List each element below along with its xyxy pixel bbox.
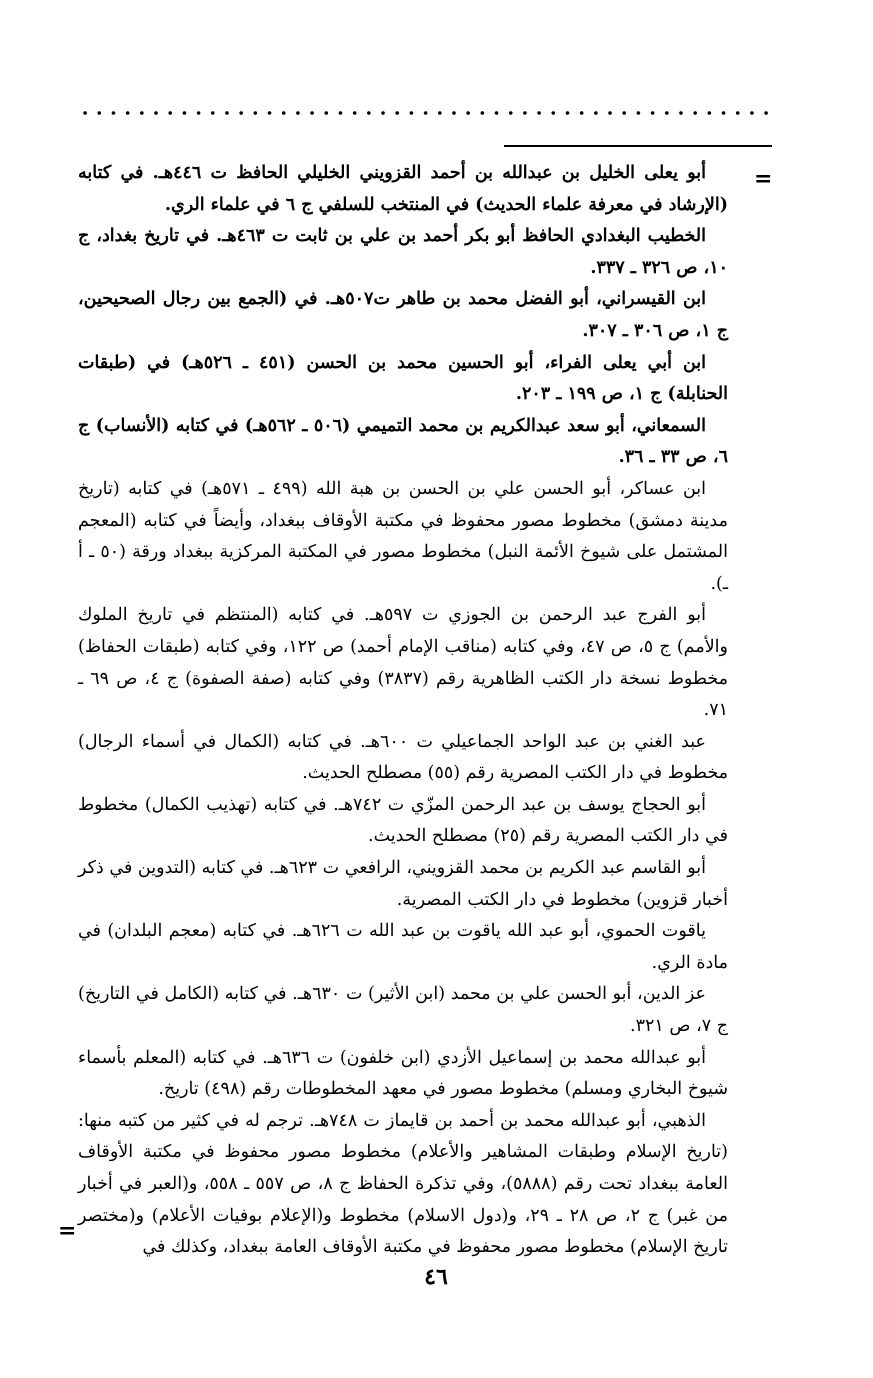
paragraph: عز الدين، أبو الحسن علي بن محمد (ابن الأثير) ت ٦٣٠هـ. في كتابه (الكامل في التاريخ) ج ٧، ص ٣٢١. [78,984,728,1037]
continuation-mark-top: = [754,166,773,192]
paragraph: أبو الفرج عبد الرحمن بن الجوزي ت ٥٩٧هـ. في كتابه (المنتظم في تاريخ الملوك والأمم) ج ٥، ص ٤٧، وفي كتابه (مناقب الإمام أحمد) ص ١٢٢، وفي كتابه (طبقات الحفاظ) مخطوط نسخة دار الكتب الظاهرية رقم (٣٨٣٧) وفي كتابه (صفة الصفوة) ج ٤، ص ٦٩ ـ ٧١. [78,605,728,721]
paragraph: الخطيب البغدادي الحافظ أبو بكر أحمد بن علي بن ثابت ت ٤٦٣هـ. في تاريخ بغداد، ج ١٠، ص ٣٢٦ ـ ٣٣٧. [78,226,728,278]
footnote-text [78,158,728,1264]
continuation-mark-bottom: = [58,1218,77,1244]
paragraph: السمعاني، أبو سعد عبدالكريم بن محمد التميمي (٥٠٦ ـ ٥٦٢هـ) في كتابه (الأنساب) ج ٦، ص ٣٣ ـ ٣٦. [78,415,728,468]
paragraph: ابن عساكر، أبو الحسن علي بن الحسن بن هبة الله (٤٩٩ ـ ٥٧١هـ) في كتابه (تاريخ مدينة دمشق) مخطوط مصور محفوظ في مكتبة الأوقاف ببغداد، وأيضاً في كتابه (المعجم المشتمل على شيوخ الأئمة النبل) مخطوط مصور في المكتبة المركزية ببغداد ورقة (٥٠ ـ أ ـ). [78,478,728,594]
page-number: ٤٦ [424,1264,448,1290]
paragraph: عبد الغني بن عبد الواحد الجماعيلي ت ٦٠٠هـ. في كتابه (الكمال في أسماء الرجال) مخطوط في دار الكتب المصرية رقم (٥٥) مصطلح الحديث. [78,731,728,784]
paragraph: الذهبي، أبو عبدالله محمد بن أحمد بن قايماز ت ٧٤٨هـ. ترجم له في كثير من كتبه منها: (تاريخ الإسلام وطبقات المشاهير والأعلام) مخطوط مصور محفوظ في مكتبة الأوقاف العامة ببغداد تحت رقم (٥٨٨٨)، وفي تذكرة الحفاظ ج ٨، ص ٥٥٧ ـ ٥٥٨، و(العبر في أخبار من غبر) ج ٢، ص ٢٨ ـ ٢٩، و(دول الاسلام) مخطوط و(الإعلام بوفيات الأعلام) و(مختصر تاريخ الإسلام) مخطوط مصور محفوظ في مكتبة الأوقاف العامة ببغداد، وكذلك في [78,1110,728,1258]
paragraph: ابن القيسراني، أبو الفضل محمد بن طاهر ت٥٠٧هـ. في (الجمع بين رجال الصحيحين، ج ١، ص ٣٠٦ ـ ٣٠٧. [78,289,728,341]
paragraph: ياقوت الحموي، أبو عبد الله ياقوت بن عبد الله ت ٦٢٦هـ. في كتابه (معجم البلدان) في مادة الري. [78,921,728,973]
paragraph: أبو يعلى الخليل بن عبدالله بن أحمد القزويني الخليلي الحافظ ت ٤٤٦هـ. في كتابه (الإرشاد في معرفة علماء الحديث) في المنتخب للسلفي ج ٦ في علماء الري. [78,163,728,215]
dotted-separator [78,108,772,118]
footnote-rule [504,145,772,147]
paragraph: ابن أبي يعلى الفراء، أبو الحسين محمد بن الحسن (٤٥١ ـ ٥٢٦هـ) في (طبقات الحنابلة) ج ١، ص ١٩٩ ـ ٢٠٣. [78,352,728,405]
paragraph: أبو القاسم عبد الكريم بن محمد القزويني، الرافعي ت ٦٢٣هـ. في كتابه (التدوين في ذكر أخبار قزوين) مخطوط في دار الكتب المصرية. [78,858,728,910]
paragraph: أبو الحجاج يوسف بن عبد الرحمن المزّي ت ٧٤٢هـ. في كتابه (تهذيب الكمال) مخطوط في دار الكتب المصرية رقم (٢٥) مصطلح الحديث. [78,794,728,847]
paragraph: أبو عبدالله محمد بن إسماعيل الأزدي (ابن خلفون) ت ٦٣٦هـ. في كتابه (المعلم بأسماء شيوخ البخاري ومسلم) مخطوط مصور في معهد المخطوطات رقم (٤٩٨) تاريخ. [78,1047,728,1100]
